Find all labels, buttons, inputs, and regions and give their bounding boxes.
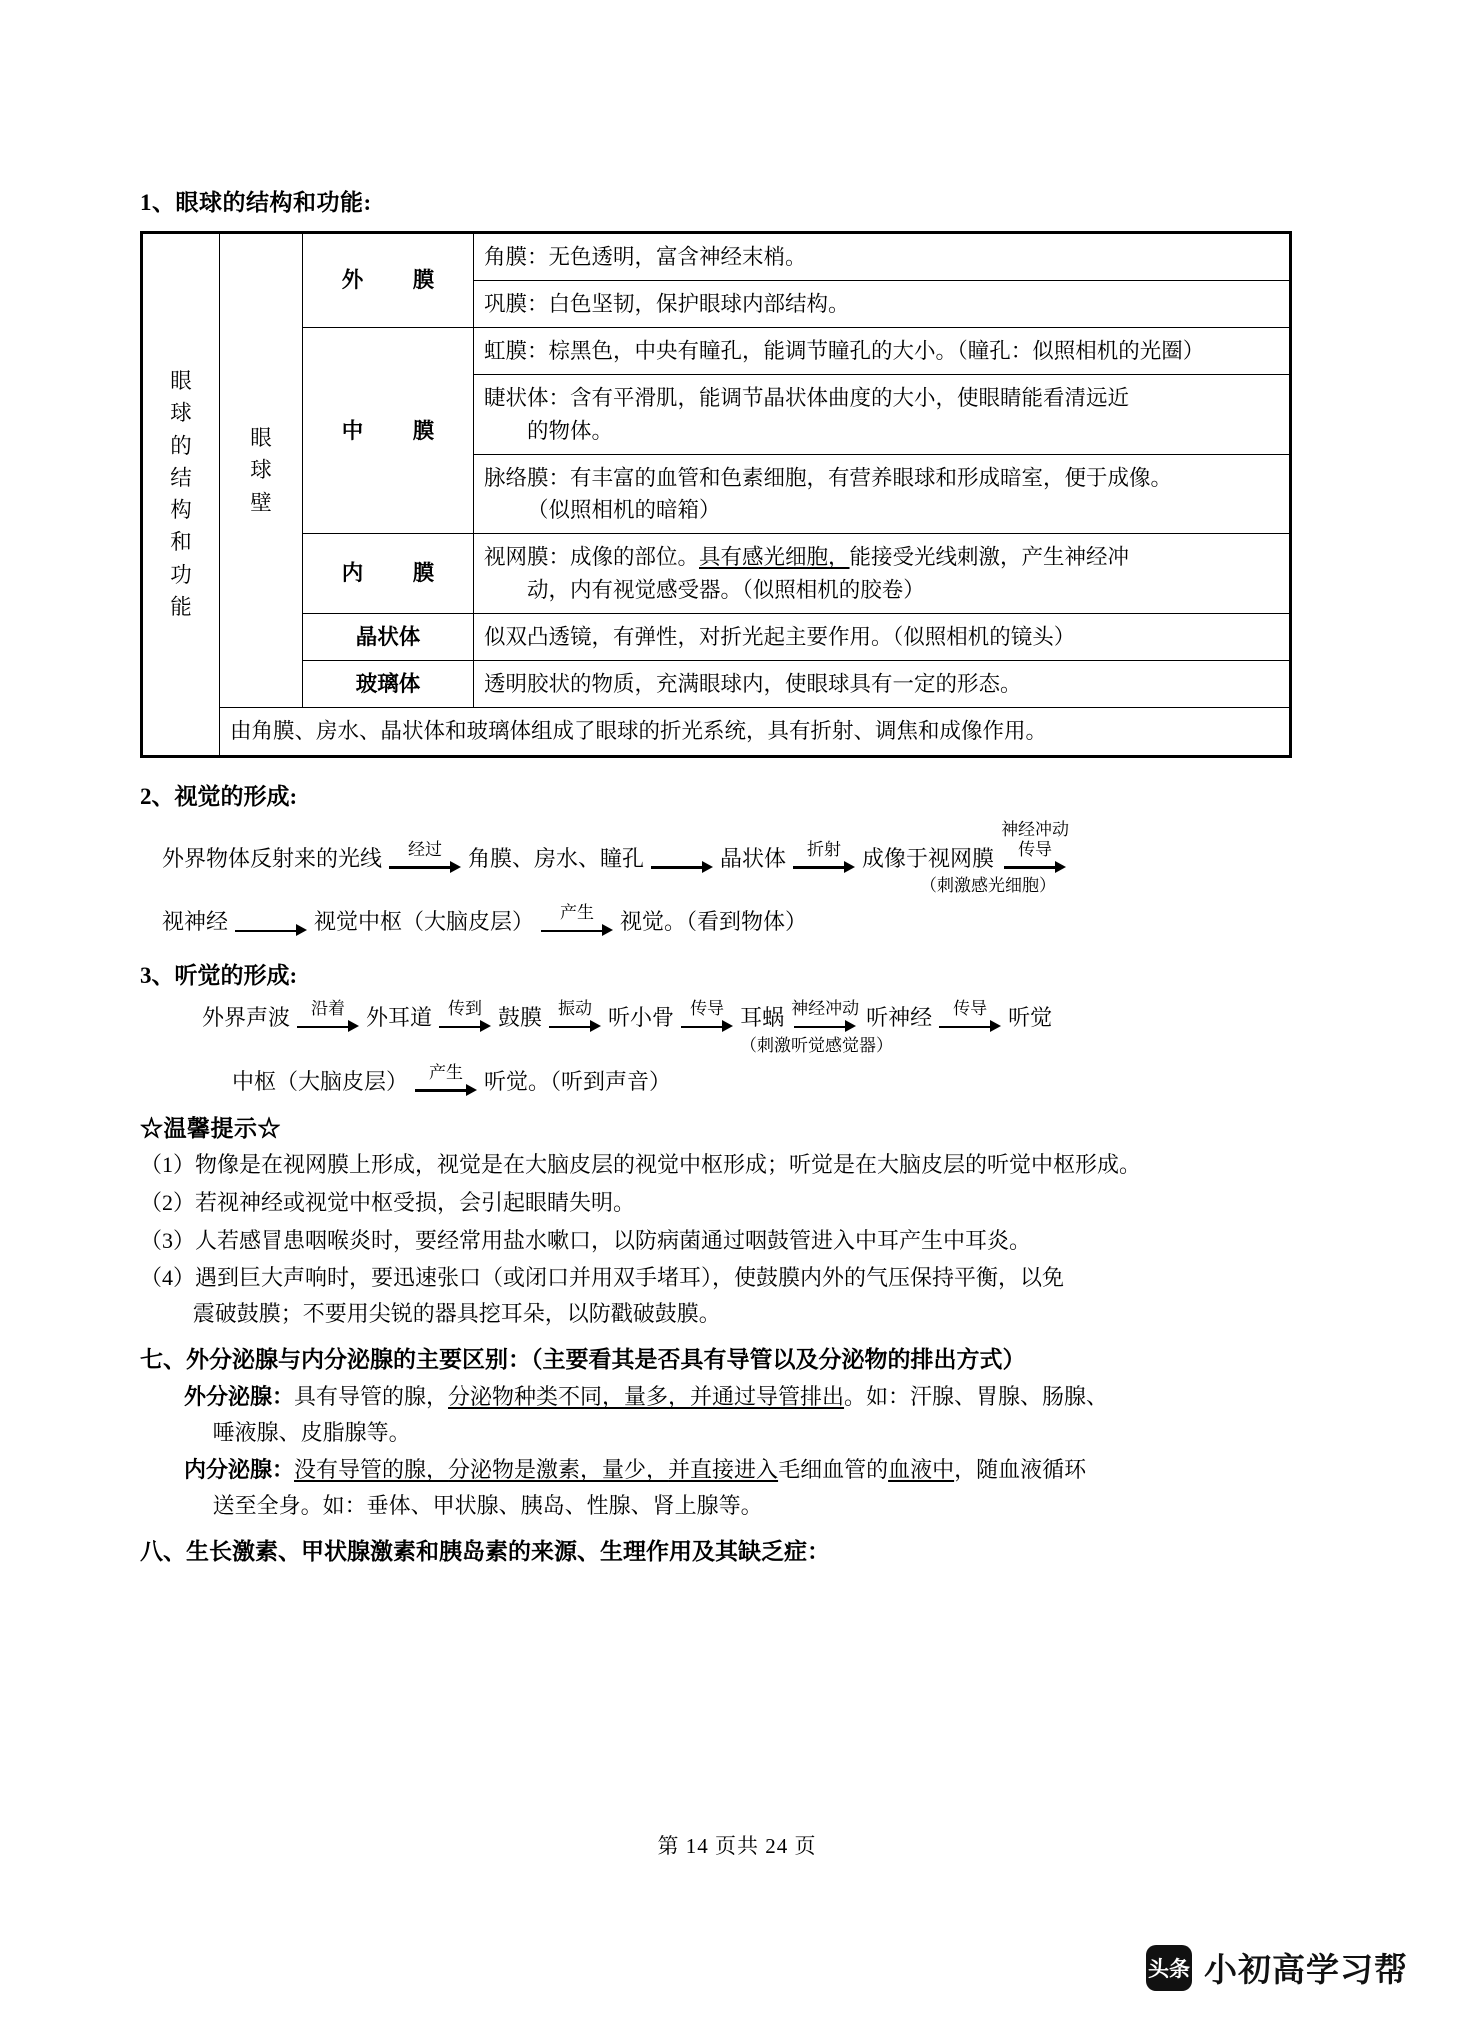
layer-lens: 晶状体 xyxy=(303,613,474,660)
arrow-label: 振动 xyxy=(558,999,593,1019)
arrow-label: 神经冲动 xyxy=(791,999,860,1019)
arrow-shaft-icon xyxy=(297,1019,359,1033)
section-3-heading: 3、听觉的形成: xyxy=(140,962,298,988)
hearing-node-cochlea: 耳蜗 xyxy=(740,1005,785,1031)
exocrine-underline: 分泌物种类不同，量多，并通过导管排出 xyxy=(448,1384,845,1410)
endocrine-text-1: 毛细血管的 xyxy=(778,1457,889,1483)
hearing-flow-line-2 xyxy=(230,1063,1305,1097)
arrow-label: 产生 xyxy=(560,903,595,923)
endocrine-text-2: ，随血液循环 xyxy=(954,1457,1087,1483)
exocrine-text-1: 具有导管的腺， xyxy=(294,1384,449,1410)
eye-table-summary: 由角膜、房水、晶状体和玻璃体组成了眼球的折光系统，具有折射、调焦和成像作用。 xyxy=(220,708,1291,756)
cell-lens: 似双凸透镜，有弹性，对折光起主要作用。（似照相机的镜头） xyxy=(474,613,1291,660)
arrow-shaft-icon xyxy=(389,859,461,873)
cell-iris: 虹膜：棕黑色，中央有瞳孔，能调节瞳孔的大小。（瞳孔：似照相机的光圈） xyxy=(474,328,1291,375)
hearing-node-result: 听觉。（听到声音） xyxy=(484,1068,672,1094)
vision-note-photoreceptor: （刺激感光细胞） xyxy=(920,876,1056,896)
page-footer: 第 14 页共 24 页 xyxy=(657,1834,817,1858)
arrow-label: 传到 xyxy=(448,999,483,1019)
arrow-label: 经过 xyxy=(408,839,443,859)
section-2-heading: 2、视觉的形成: xyxy=(140,783,298,809)
tip-item-1: （1）物像是在视网膜上形成，视觉是在大脑皮层的视觉中枢形成；听觉是在大脑皮层的听觉中枢形成。 xyxy=(140,1152,1142,1178)
vlabel-ch: 球 xyxy=(250,458,272,483)
section-8-heading: 八、生长激素、甲状腺激素和胰岛素的来源、生理作用及其缺乏症： xyxy=(140,1538,830,1564)
arrow-label: 产生 xyxy=(429,1062,464,1082)
cell-retina xyxy=(474,534,1291,614)
vision-flow-diagram xyxy=(160,820,1305,937)
vtitle-ch: 球 xyxy=(170,401,192,426)
tip-item-4-line2: 震破鼓膜；不要用尖锐的器具挖耳朵，以防戳破鼓膜。 xyxy=(192,1300,721,1326)
table-row xyxy=(142,613,1291,660)
arrow-plain-2 xyxy=(235,923,307,937)
cell-choroid-line2: （似照相机的暗箱） xyxy=(527,498,721,522)
tips-title: ☆温馨提示☆ xyxy=(140,1116,281,1142)
section-1-heading: 1、眼球的结构和功能: xyxy=(140,190,372,215)
layer-outer: 外 膜 xyxy=(303,232,474,328)
eye-table-col-wall xyxy=(220,232,303,708)
exocrine-text-2: 。如：汗腺、胃腺、肠腺、 xyxy=(844,1384,1109,1410)
retina-underline: 具有感光细胞， xyxy=(699,545,850,570)
arrow-shaft-icon xyxy=(1004,859,1066,873)
cell-choroid-line1: 脉络膜：有丰富的血管和色素细胞，有营养眼球和形成暗室，便于成像。 xyxy=(484,465,1173,490)
hearing-flow-line-1 xyxy=(200,999,1305,1033)
arrow-shaft-icon xyxy=(439,1019,491,1033)
vtitle-ch: 功 xyxy=(170,562,192,587)
table-row xyxy=(142,708,1291,756)
hearing-node-canal: 外耳道 xyxy=(366,1005,433,1031)
arrow-label: 传导 xyxy=(953,999,988,1019)
watermark xyxy=(1146,1944,1408,1991)
cell-ciliary xyxy=(474,375,1291,455)
vtitle-ch: 和 xyxy=(170,530,192,555)
hearing-node-hearing: 听觉 xyxy=(1008,1005,1053,1031)
cell-choroid xyxy=(474,454,1291,534)
layer-middle: 中 膜 xyxy=(303,328,474,534)
cell-ciliary-line2: 的物体。 xyxy=(527,418,614,443)
vtitle-ch: 构 xyxy=(170,498,192,522)
arrow-plain-1 xyxy=(651,859,713,873)
arrow-yanzhe xyxy=(297,999,359,1033)
tip-item-4 xyxy=(140,1260,1305,1331)
tip-item-2: （2）若视神经或视觉中枢受损，会引起眼睛失明。 xyxy=(140,1190,636,1216)
arrow-chuandao-2 xyxy=(681,999,733,1033)
arrow-label-top: 神经冲动 xyxy=(1001,820,1070,839)
section-7-heading: 七、外分泌腺与内分泌腺的主要区别：（主要看其是否具有导管以及分泌物的排出方式） xyxy=(140,1346,1026,1372)
arrow-label: 沿着 xyxy=(311,999,346,1019)
hearing-note-receptor: （刺激听觉感觉器） xyxy=(740,1035,893,1055)
vision-flow-line-2 xyxy=(160,903,1305,937)
eye-table-col-title xyxy=(142,232,220,756)
hearing-node-eardrum: 鼓膜 xyxy=(498,1005,543,1031)
arrow-zheshe xyxy=(793,840,855,874)
vision-node-optic-nerve: 视神经 xyxy=(162,909,229,935)
table-row xyxy=(142,534,1291,614)
endocrine-underline-3: 并直接进入 xyxy=(668,1457,779,1483)
hearing-flow-diagram xyxy=(200,999,1305,1096)
cell-ciliary-line1: 睫状体：含有平滑肌，能调节晶状体曲度的大小，使眼睛能看清远近 xyxy=(484,386,1130,411)
arrow-chuandao xyxy=(439,999,491,1033)
vision-node-light: 外界物体反射来的光线 xyxy=(162,845,383,871)
arrow-shaft-icon xyxy=(794,1019,856,1033)
endocrine-underline-4: 血液中 xyxy=(888,1457,955,1483)
arrow-chansheng xyxy=(541,903,613,937)
watermark-text: 小初高学习帮 xyxy=(1204,1951,1408,1988)
arrow-shaft-icon xyxy=(235,923,307,937)
arrow-nerve-impulse-2 xyxy=(791,999,859,1033)
endocrine-underline-2: 分泌物是激素，量少， xyxy=(448,1457,669,1483)
eye-structure-table xyxy=(140,231,1292,758)
table-row xyxy=(142,661,1291,708)
cell-cornea: 角膜：无色透明，富含神经末梢。 xyxy=(474,232,1291,280)
arrow-label: 传导 xyxy=(690,999,725,1019)
arrow-nerve-impulse xyxy=(1001,820,1069,873)
hearing-node-center: 中枢（大脑皮层） xyxy=(232,1068,409,1094)
arrow-shaft-icon xyxy=(793,859,855,873)
arrow-shaft-icon xyxy=(541,923,613,937)
endocrine-label: 内分泌腺： xyxy=(184,1457,295,1483)
cell-retina-line2: 动，内有视觉感受器。（似照相机的胶卷） xyxy=(527,577,925,602)
vtitle-ch: 结 xyxy=(170,465,192,490)
endocrine-paragraph xyxy=(140,1452,1305,1523)
layer-vitreous: 玻璃体 xyxy=(303,661,474,708)
vtitle-ch: 能 xyxy=(170,594,192,619)
arrow-label-bottom: 传导 xyxy=(1018,839,1053,859)
arrow-shaft-icon xyxy=(681,1019,733,1033)
vtitle-ch: 的 xyxy=(170,433,192,458)
arrow-shaft-icon xyxy=(651,859,713,873)
exocrine-cont: 唾液腺、皮脂腺等。 xyxy=(212,1419,411,1445)
arrow-label: 折射 xyxy=(807,839,842,859)
vision-node-center: 视觉中枢（大脑皮层） xyxy=(314,909,535,935)
vlabel-ch: 眼 xyxy=(250,426,272,450)
vision-flow-line-1 xyxy=(160,820,1305,873)
arrow-jingguo xyxy=(389,840,461,874)
vlabel-ch: 壁 xyxy=(250,490,272,515)
exocrine-paragraph xyxy=(140,1379,1305,1450)
arrow-zhendong xyxy=(549,999,601,1033)
vision-node-retina: 成像于视网膜 xyxy=(862,845,995,871)
tip-item-4-line1: （4）遇到巨大声响时，要迅速张口（或闭口并用双手堵耳），使鼓膜内外的气压保持平衡，以免 xyxy=(140,1265,1065,1291)
vision-node-cornea: 角膜、房水、瞳孔 xyxy=(468,845,645,871)
vision-node-lens: 晶状体 xyxy=(720,845,787,871)
arrow-chuandao-3 xyxy=(939,999,1001,1033)
endocrine-cont: 送至全身。如：垂体、甲状腺、胰岛、性腺、肾上腺等。 xyxy=(212,1493,763,1519)
arrow-shaft-icon xyxy=(939,1019,1001,1033)
hearing-node-sound: 外界声波 xyxy=(202,1005,291,1031)
cell-retina-line1: 视网膜：成像的部位。具有感光细胞，能接受光线刺激，产生神经冲 xyxy=(484,545,1130,570)
endocrine-underline-1: 没有导管的腺， xyxy=(294,1457,449,1483)
arrow-shaft-icon xyxy=(549,1019,601,1033)
tip-item-3: （3）人若感冒患咽喉炎时，要经常用盐水嗽口，以防病菌通过咽鼓管进入中耳产生中耳炎。 xyxy=(140,1227,1032,1253)
document-content xyxy=(140,186,1305,1571)
arrow-shaft-icon xyxy=(415,1082,477,1096)
vtitle-ch: 眼 xyxy=(170,369,192,393)
cell-sclera: 巩膜：白色坚韧，保护眼球内部结构。 xyxy=(474,280,1291,327)
exocrine-label: 外分泌腺： xyxy=(184,1384,295,1410)
hearing-node-ossicles: 听小骨 xyxy=(608,1005,675,1031)
table-row xyxy=(142,232,1291,280)
layer-inner: 内 膜 xyxy=(303,534,474,614)
vision-node-result: 视觉。（看到物体） xyxy=(620,909,808,935)
arrow-chansheng-2 xyxy=(415,1063,477,1097)
hearing-node-nerve: 听神经 xyxy=(866,1005,933,1031)
toutiao-logo-icon: 头条 xyxy=(1146,1945,1192,1991)
table-row xyxy=(142,328,1291,375)
cell-vitreous: 透明胶状的物质，充满眼球内，使眼球具有一定的形态。 xyxy=(474,661,1291,708)
